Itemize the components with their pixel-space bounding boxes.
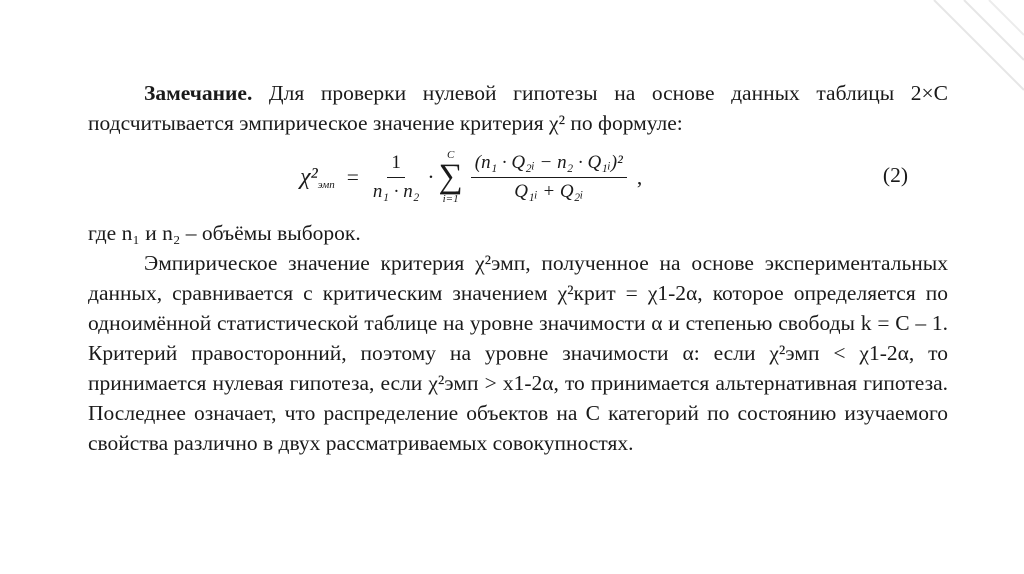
formula-equals: = — [346, 165, 359, 189]
fraction-two — [471, 151, 627, 204]
formula-lhs: χ² — [300, 164, 318, 190]
formula-dot: · — [427, 165, 435, 189]
fraction-two-denominator: Q₁ᵢ + Q₂ᵢ — [514, 180, 584, 202]
formula-row — [88, 140, 948, 214]
fraction-one-denominator: n₁ · n₂ — [372, 180, 420, 202]
sum-lower-limit: i=1 — [442, 193, 459, 205]
equation-number: (2) — [882, 163, 908, 187]
chi-square-formula — [300, 140, 642, 214]
formula-comma: , — [636, 165, 643, 189]
fraction-one-numerator: 1 — [387, 151, 405, 178]
fraction-two-numerator: (n₁ · Q₂ᵢ − n₂ · Q₁ᵢ)² — [471, 151, 627, 178]
formula-lhs-sub: эмп — [317, 179, 335, 191]
remark-label: Замечание. — [144, 81, 253, 105]
remark-paragraph — [88, 78, 948, 138]
fraction-one — [369, 151, 423, 204]
remark-text: Для проверки нулевой гипотезы на основе данных таблицы 2×C подсчитывается эмпирическое значение критерия χ² по формуле: — [88, 81, 948, 135]
sum-upper-limit: C — [446, 149, 455, 161]
sigma-symbol: ∑ — [438, 158, 463, 195]
paragraph-two: Эмпирическое значение критерия χ²эмп, полученное на основе экспериментальных данных, сравнивается с критическим значением χ²крит = χ1-2α, которое определяется по одноимённой статистической таблице на уровне значимости α и степенью свободы k = C – 1. Критерий правосторонний, поэтому на уровне значимости α: если χ²эмп < χ1-2α, то принимается нулевая гипотеза, если χ²эмп > x1-2α, то принимается альтернативная гипотеза. Последнее означает, что распределение объектов на C категорий по состоянию изучаемого свойства различно в двух рассматриваемых совокупностях. — [88, 251, 948, 455]
slide-content — [88, 78, 948, 458]
where-line: где n₁ и n₂ – объёмы выборок. — [88, 221, 361, 245]
summation — [439, 149, 463, 205]
